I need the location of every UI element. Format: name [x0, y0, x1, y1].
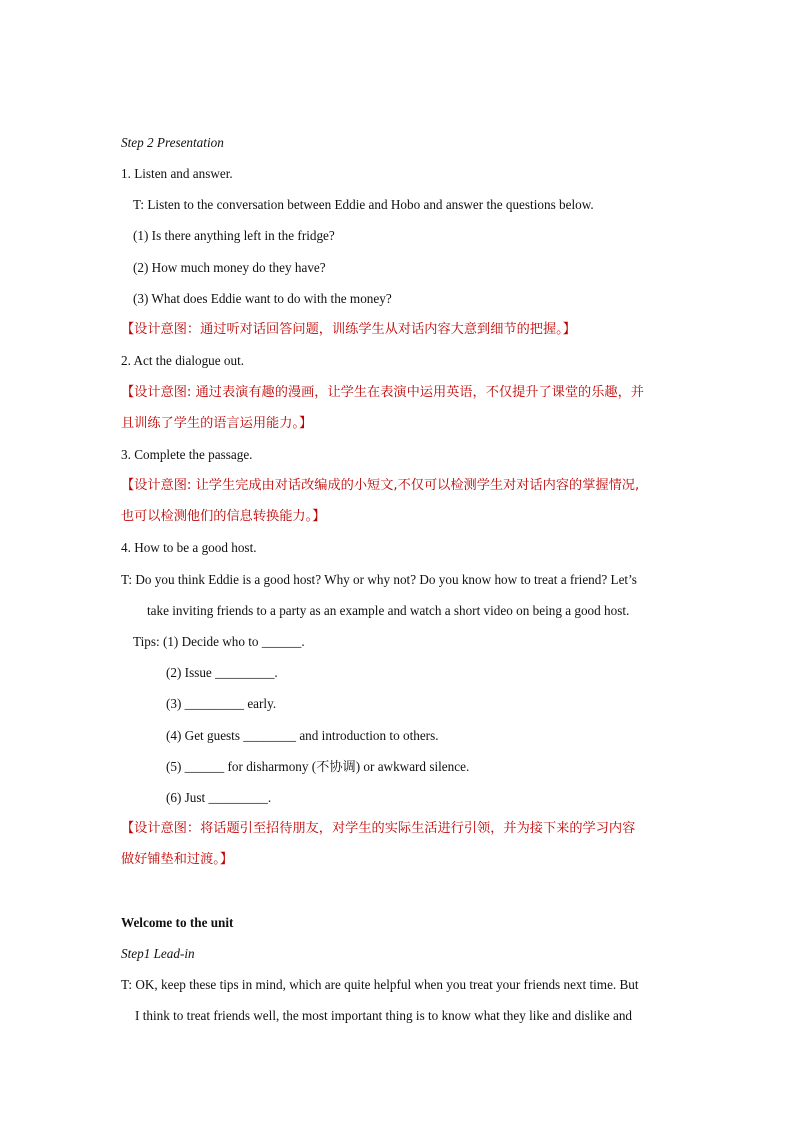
item2-title: 2. Act the dialogue out.: [121, 353, 245, 368]
item4-design-intent-line2: 做好铺垫和过渡。】: [121, 852, 234, 867]
item4-title: 4. How to be a good host.: [121, 540, 257, 555]
item1-question-2: (2) How much money do they have?: [133, 260, 326, 275]
tip-3: (3) _________ early.: [166, 696, 277, 711]
step2-heading: Step 2 Presentation: [121, 135, 224, 150]
item3-title: 3. Complete the passage.: [121, 447, 253, 462]
tip-1: Tips: (1) Decide who to ______.: [133, 634, 305, 649]
tip-6: (6) Just _________.: [166, 790, 272, 805]
item4-design-intent-line1: 【设计意图：将话题引至招待朋友，对学生的实际生活进行引领，并为接下来的学习内容: [121, 821, 636, 836]
tip-2: (2) Issue _________.: [166, 665, 278, 680]
step1-heading: Step1 Lead-in: [121, 946, 195, 961]
item1-question-3: (3) What does Eddie want to do with the money?: [133, 291, 392, 306]
item4-teacher-line1: T: Do you think Eddie is a good host? Why or why not? Do you know how to treat a friend? Let’s: [121, 572, 637, 587]
item1-design-intent: 【设计意图：通过听对话回答问题，训练学生从对话内容大意到细节的把握。】: [121, 322, 576, 337]
item1-teacher-instruction: T: Listen to the conversation between Eddie and Hobo and answer the questions below.: [133, 197, 594, 212]
item2-design-intent-line2: 且训练了学生的语言运用能力。】: [121, 416, 313, 431]
item1-title: 1. Listen and answer.: [121, 166, 233, 181]
item3-design-intent-line2: 也可以检测他们的信息转换能力。】: [121, 509, 326, 524]
tip-4: (4) Get guests ________ and introduction to others.: [166, 728, 439, 743]
welcome-heading: Welcome to the unit: [121, 915, 234, 930]
item2-design-intent-line1: 【设计意图: 通过表演有趣的漫画，让学生在表演中运用英语，不仅提升了课堂的乐趣，并: [121, 385, 644, 400]
item1-question-1: (1) Is there anything left in the fridge?: [133, 228, 335, 243]
item4-teacher-line2: take inviting friends to a party as an example and watch a short video on being a good host.: [147, 603, 630, 618]
step1-teacher-line2: I think to treat friends well, the most important thing is to know what they like and dislike and: [135, 1008, 633, 1023]
item3-design-intent-line1: 【设计意图: 让学生完成由对话改编成的小短文,不仅可以检测学生对对话内容的掌握情况,: [121, 478, 640, 493]
step1-teacher-line1: T: OK, keep these tips in mind, which are quite helpful when you treat your friends next time. But: [121, 977, 639, 992]
tip-5: (5) ______ for disharmony (不协调) or awkward silence.: [166, 759, 470, 774]
